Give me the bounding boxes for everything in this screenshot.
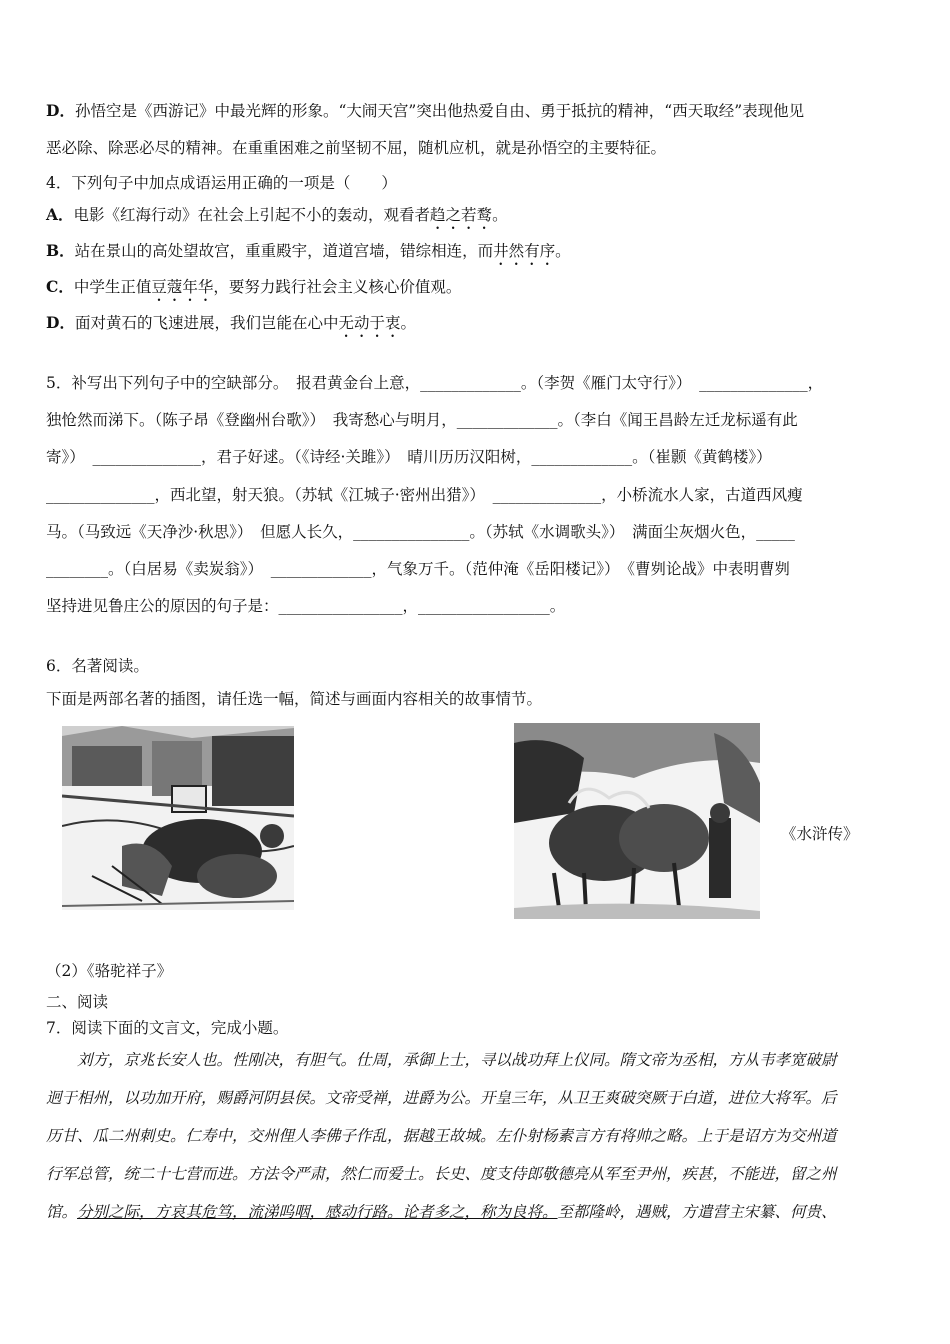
q3-option-d-label: D． [46, 101, 75, 120]
passage-last-line: 馆。分别之际，方哀其危笃，流涕呜咽，感动行路。论者多之，称为良将。至都隆岭，遇贼，方遣营主宋纂、何贵、 [46, 1203, 837, 1221]
q4-option-b-idiom: 井然有序 [493, 242, 556, 260]
passage-line: 刘方，京兆长安人也。性刚决，有胆气。仕周，承御上士，寻以战功拜上仪同。隋文帝为丞相，方从韦孝宽破尉 [46, 1051, 837, 1069]
q7-stem: 7．阅读下面的文言文，完成小题。 [46, 1019, 289, 1037]
caption-water-margin: 《水浒传》 [781, 825, 859, 843]
q5-line: 坚持进见鲁庄公的原因的句子是：________________，_________________。 [46, 597, 566, 615]
q3-option-d-line2: 恶必除、除恶必尽的精神。在重重困难之前坚韧不屈，随机应机，就是孙悟空的主要特征。 [46, 139, 667, 157]
q4-option-a: A．电影《红海行动》在社会上引起不小的轰动，观看者趋之若鹜。 [46, 205, 508, 224]
q5-line: 独怆然而涕下。（陈子昂《登幽州台歌》） 我寄愁心与明月，_____________。（李白《闻王昌龄左迁龙标遥有此 [46, 411, 798, 429]
caption-camel-xiangzi: （2）《骆驼祥子》 [46, 962, 173, 980]
q4-stem: 4．下列句子中加点成语运用正确的一项是（ ） [46, 174, 397, 192]
q4-option-a-idiom: 趋之若鹜 [430, 206, 493, 224]
passage-line: 历甘、瓜二州刺史。仁寿中，交州俚人李佛子作乱，据越王故城。左仆射杨素言方有将帅之略。上于是诏方为交州道 [46, 1127, 837, 1145]
q5-line: 5．补写出下列句子中的空缺部分。 报君黄金台上意，_____________。（李贺《雁门太守行》） ______________， [46, 374, 824, 392]
section-2-title: 二、阅读 [46, 993, 109, 1011]
illustration-water-margin [514, 723, 760, 919]
q4-option-d-idiom: 无动于衷 [338, 314, 401, 332]
q5-line: ______________，西北望，射天狼。（苏轼《江城子·密州出猎》） ______________，小桥流水人家，古道西风瘦 [46, 486, 803, 504]
q6-title: 6．名著阅读。 [46, 657, 149, 675]
q5-line: 寄》） ______________，君子好逑。（《诗经·关雎》） 晴川历历汉阳树，_____________。（崔颢《黄鹤楼》） [46, 448, 772, 466]
q5-line: ________。（白居易《卖炭翁》） _____________，气象万千。（范仲淹《岳阳楼记》） 《曹刿论战》中表明曹刿 [46, 560, 791, 578]
q4-option-d: D．面对黄石的飞速进展，我们岂能在心中无动于衷。 [46, 313, 416, 332]
q4-option-c-idiom: 豆蔻年华 [151, 278, 214, 296]
passage-line: 行军总管，统二十七营而进。方法令严肃，然仁而爱士。长史、度支侍郎敬德亮从军至尹州，疾甚，不能进，留之州 [46, 1165, 837, 1183]
woodcut-street-scene-image [62, 726, 294, 910]
illustration-camel-xiangzi [62, 726, 294, 910]
q4-option-b: B．站在景山的高处望故宫，重重殿宇，道道宫墙，错综相连，而井然有序。 [46, 241, 571, 260]
q4-option-c: C．中学生正值豆蔻年华，要努力践行社会主义核心价值观。 [46, 277, 462, 296]
passage-line: 迥于相州，以功加开府，赐爵河阴县侯。文帝受禅，进爵为公。开皇三年，从卫王爽破突厥于白道，进位大将军。后 [46, 1089, 837, 1107]
underlined-sentence: 分别之际，方哀其危笃，流涕呜咽，感动行路。论者多之，称为良将。 [77, 1203, 558, 1221]
q6-instruction: 下面是两部名著的插图，请任选一幅，简述与画面内容相关的故事情节。 [46, 690, 543, 708]
q5-line: 马。（马致远《天净沙·秋思》） 但愿人长久，_______________。（苏轼《水调歌头》） 满面尘灰烟火色，_____ [46, 523, 795, 541]
woodcut-camels-image [514, 723, 760, 919]
q3-option-d-line1: D．孙悟空是《西游记》中最光辉的形象。“大闹天宫”突出他热爱自由、勇于抵抗的精神，“西天取经”表现他见 [46, 101, 805, 120]
